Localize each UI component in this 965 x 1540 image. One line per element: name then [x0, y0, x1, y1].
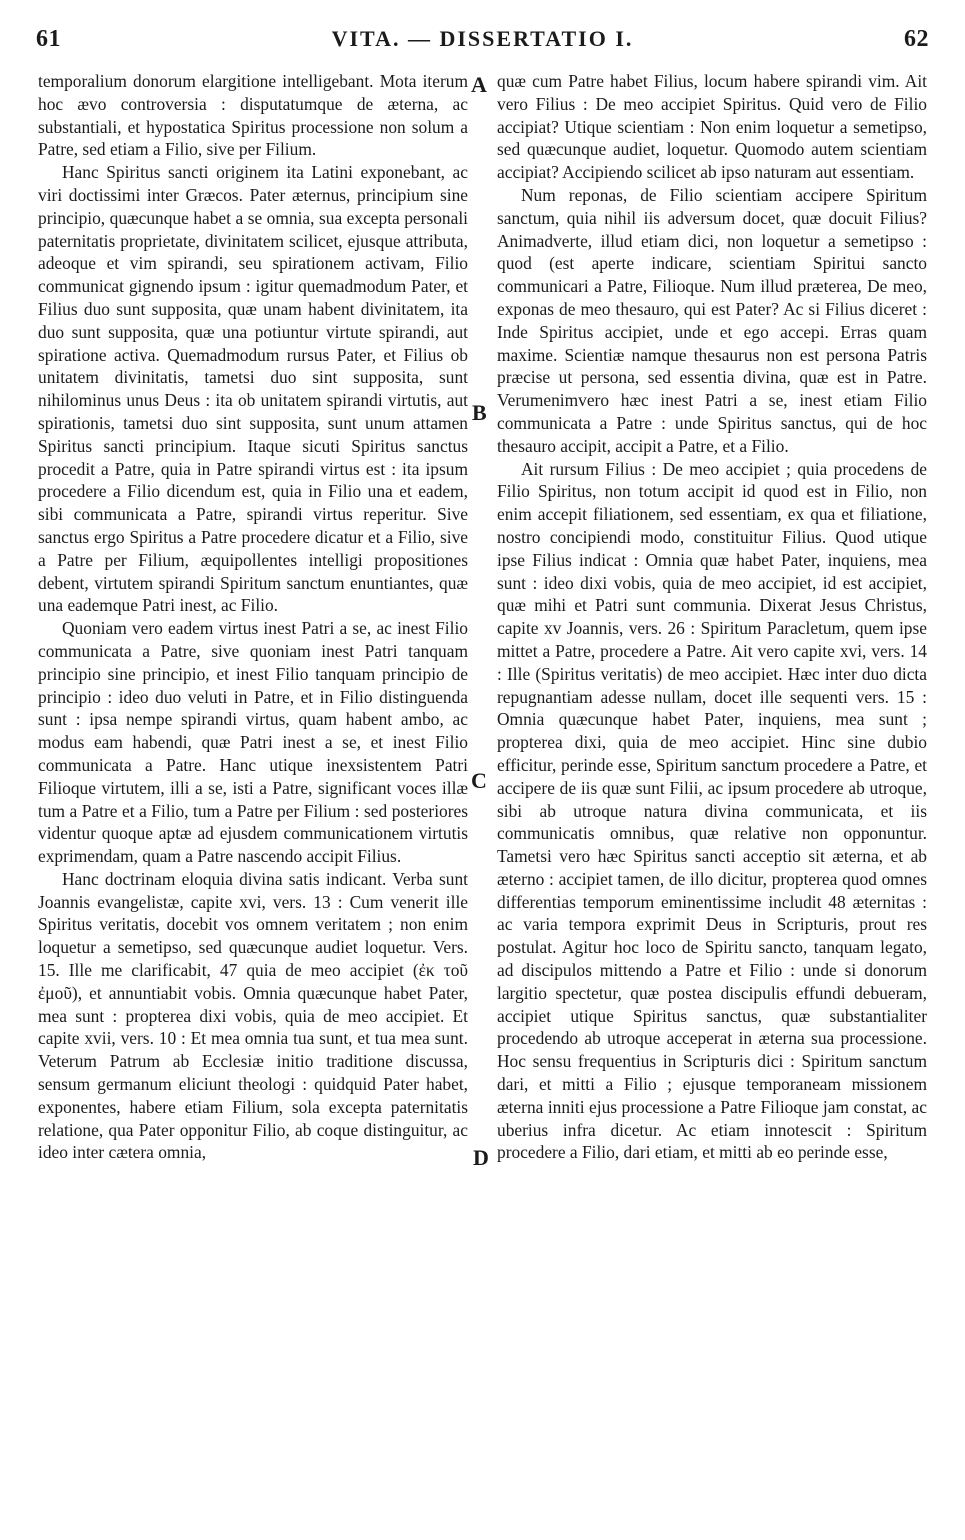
paragraph: Hanc doctrinam eloquia divina satis indicant. Verba sunt Joannis evangelistæ, capite xvi, vers. 13 : Cum venerit ille Spiritus veritatis, docebit vos omnem veritatem ; non enim loquetur a semetipso, sed quæcunque audiet loquetur. Vers. 15. Ille me clarificabit, 47 quia de meo accipiet (ἐκ τοῦ ἐμοῦ), et annuntiabit vobis. Omnia quæcunque habet Pater, mea sunt : propterea dixi vobis, quia de meo accipiet. Et capite xvii, vers. 10 : Et mea omnia tua sunt, et tua mea sunt. Veterum Patrum ab Ecclesiæ initio traditione discussa, sensum germanum eliciunt theologi : quidquid Pater habet, exponentes, habere etiam Filium, sola excepta paternitatis relatione, qua Pater opponitur Filio, ab coque distinguitur, ac ideo inter cætera omnia, — [38, 868, 468, 1163]
page-number-right: 62 — [904, 26, 929, 52]
paragraph: Ait rursum Filius : De meo accipiet ; quia procedens de Filio Spiritus, non totum accipit id quod est in Filio, non enim accepit filiationem, sed essentiam, ex qua et filiatione, nostro concipiendi modo, constituitur Filius. Quod utique ipse Filius indicat : Omnia quæ habet Pater, inquiens, mea sunt : ideo dixi vobis, quia de meo accipiet, id est accipiet, quæ mihi et Patri sunt communia. Dixerat Jesus Christus, capite xv Joannis, vers. 26 : Spiritum Paracletum, quem ipse mittet a Patre, procedere a Patre. Ait vero capite xvi, vers. 14 : Ille (Spiritus veritatis) de meo accipiet. Hæc inter duo dicta repugnantiam adesse nullam, docet ille sequenti vers. 15 : Omnia quæcunque habet Pater, inquiens, mea sunt ; propterea dixi, quia de meo accipiet. Hinc sine dubio efficitur, perinde esse, Spiritum sanctum procedere a Patre, et accipere de iis quæ sunt Filii, ac ipsum procedere ab utroque, sibi ab utroque natura divina communicata, et iis communicatis omnibus, quæ relative non opponuntur. Tametsi vero hæc Spiritus sancti acceptio sit æterna, et ab æterno : accipiet tamen, de illo dicitur, propterea quod omnes differentias temporum eminentissime includit 48 æternitas : ac varia tempora exprimit Deus in Scripturis, prout res postulat. Agitur hoc loco de Spiritu sancto, tanquam legato, ad discipulos mittendo a Patre et Filio : unde si donorum largitio spectetur, quæ postea discipulis effundi debueram, accipiet utique Spiritus sanctus, quæ substantialiter procedendo ab utroque acceperat in æterna sua processione. Hoc sensu frequentius in Scripturis dici : Spiritum sanctum dari, et mitti a Filio ; ejusque temporaneam missionem æterna inniti ejus processione a Patre Filioque jam constat, ac uberius infra dicetur. Ac etiam innotescit : Spiritum procedere a Filio, dari etiam, et mitti ab eo perinde esse, — [497, 458, 927, 1163]
margin-mark-b: B — [472, 400, 487, 425]
paragraph: Hanc Spiritus sancti originem ita Latini exponebant, ac viri doctissimi inter Græcos. Pater æternus, principium sine principio, quæcunque habet a se omnia, sua excepta personali paternitatis proprietate, divinitatem scilicet, ejusque attributa, adeoque et vim spirandi, seu spirationem activam, Filio communicat gignendo ipsum : igitur quemadmodum Pater, et Filius duo sunt supposita, quæ unam habent divinitatem, ita duo sunt supposita, quæ una potiuntur virtute spirandi, aut spiratione activa. Quemadmodum rursus Pater, et Filius ob unitatem divinitatis, tametsi duo sint supposita, sunt nihilominus unus Deus : ita ob unitatem spirandi virtutis, aut spirationis, tametsi duo sint supposita, sunt unum attamen Spiritus sancti principium. Itaque sicuti Spiritus sanctus procedit a Patre, quia in Patre spirandi virtus est : ita ipsum procedere a Filio dicendum est, quia in Filio una et eadem, sibi communicata a Patre, spirandi virtus reperitur. Sive sanctus ergo Spiritus a Patre procedere dicatur et a Filio, sive a Patre per Filium, æquipollentes intelligi propositiones debent, virtutem spirandi Spiritum sanctum enuntiantes, quæ una eademque Patri inest, ac Filio. — [38, 162, 468, 616]
right-column — [497, 70, 927, 1164]
left-column — [38, 70, 468, 1164]
paragraph: Quoniam vero eadem virtus inest Patri a se, ac inest Filio communicata a Patre, sive quoniam inest Patri tanquam principio sine principio, et inest Filio tanquam principio de principio : ideo duo veluti in Patre, et in Filio distinguenda sunt : ipsa nempe spirandi virtus, quam habent ambo, ac modus eam habendi, quæ Patri inest a se, et inest Filio communicata a Patre. Hanc utique inexsistentem Patri Filioque virtutem, illi a se, isti a Patre, significant voces illæ tum a Patre et a Filio, tum a Patre per Filium : sed posteriores videntur quoque aptæ ad ejusdem communicationem virtutis exprimendam, quam a Patre nascendo accipit Filius. — [38, 618, 468, 867]
margin-mark-c: C — [471, 768, 487, 793]
margin-mark-a: A — [471, 72, 487, 97]
paragraph: quæ cum Patre habet Filius, locum habere spirandi vim. Ait vero Filius : De meo accipiet Spiritus. Quid vero de Filio accipiat? Utique scientiam : Non enim loquetur a semetipso, sed quæcunque audiet, loquetur. Quomodo autem scientiam accipiat? Accipiendo scilicet ab ipso naturam aut essentiam. — [497, 71, 927, 183]
page-number-left: 61 — [36, 26, 61, 52]
running-header — [36, 26, 929, 66]
running-title: VITA. — DISSERTATIO I. — [331, 26, 634, 51]
paragraph: Num reponas, de Filio scientiam accipere Spiritum sanctum, quia nihil iis adversum docet, quæ docuit Filius? Animadverte, illud etiam dici, non loquetur a semetipso : quod (est aperte indicare, scientiam Spiritui sancto communicari a Patre, Filioque. Num illud præterea, De meo, exponas de meo thesauro, qui est Pater? Ac si Filius diceret : Inde Spiritus accipiet, unde et ego accepi. Erras quam maxime. Scientiæ namque thesaurus non est persona Patris præcise ut persona, sed essentia divina, quæ est in Patre. Verumenimvero hæc inest Patri a se, inest etiam Filio communicata a Patre : unde Spiritus sanctus, qui de hoc thesauro accipit, accipit a Patre, et a Filio. — [497, 184, 927, 456]
paragraph: temporalium donorum elargitione intelligebant. Mota iterum hoc ævo controversia : disputatumque de æterna, ac substantiali, et hypostatica Spiritus processione non solum a Patre, sed etiam a Filio, sive per Filium. — [38, 71, 468, 160]
margin-mark-d: D — [473, 1145, 489, 1170]
